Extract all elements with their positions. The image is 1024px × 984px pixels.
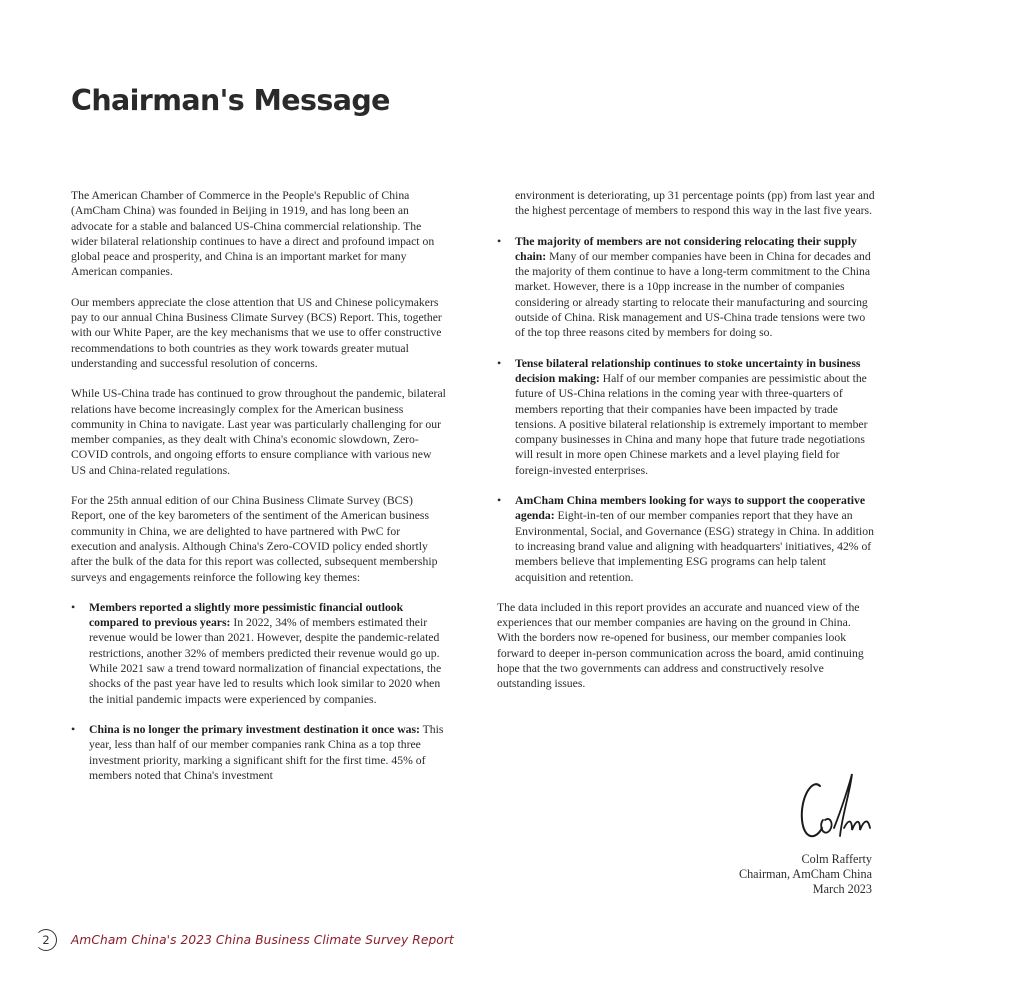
page-title: Chairman's Message (71, 84, 390, 117)
theme-heading: AmCham China members looking for ways to support the cooperative agenda: (515, 494, 866, 523)
signature-block (739, 852, 872, 898)
theme-supply-chain (497, 234, 875, 341)
theme-body: Many of our member companies have been in China for decades and the majority of them continue to have a long-term commitment to the China market. However, there is a 10pp increase in the number of companies considering or already starting to relocate their manufacturing and sourcing outside of China. Risk management and US-China trade tensions were two of the top three reasons cited by members for doing so. (515, 249, 871, 340)
theme-financial-outlook (71, 600, 447, 707)
signature-date: March 2023 (812, 882, 872, 897)
theme-body: This year, less than half of our member companies rank China as a top three investment priority, marking a significant shift for the first time. 45% of members noted that China's investment (89, 722, 444, 782)
theme-investment-destination (71, 722, 447, 783)
theme-heading: China is no longer the primary investment destination it once was: (89, 722, 420, 736)
page-number-badge (35, 929, 57, 951)
theme-body: Eight-in-ten of our member companies report that they have an Environmental, Social, and Governance (ESG) strategy in China. In addition to increasing brand value and aligning with headquarters' initiatives, 42% of members believe that implementing ESG programs can help talent acquisition and retention. (515, 509, 874, 584)
paragraph-intro: The American Chamber of Commerce in the People's Republic of China (AmCham China) was founded in Beijing in 1919, and has long been an advocate for a stable and balanced US-China commercial relationship. The wider bilateral relationship continues to have a direct and profound impact on global peace and prosperity, and China is an important market for many American companies. (71, 189, 435, 279)
page-footer (35, 928, 454, 952)
right-column (497, 188, 875, 707)
signer-position: Chairman, AmCham China (738, 867, 872, 882)
theme-heading: The majority of members are not considering relocating their supply chain: (515, 234, 857, 263)
theme-cooperative-agenda (497, 493, 875, 585)
theme-body: In 2022, 34% of members estimated their revenue would be lower than 2021. However, despite the pandemic-related restrictions, another 32% of members predicted their revenue would go up. While 2021 saw a trend toward normalization of financial expectations, the shocks of the past year have led to results which look similar to 2020 when the initial pandemic impacts were experienced by companies. (89, 616, 442, 706)
key-themes-list (71, 600, 447, 783)
theme-heading: Members reported a slightly more pessimistic financial outlook compared to previous years: (89, 600, 404, 630)
paragraph-survey: For the 25th annual edition of our China Business Climate Survey (BCS) Report, one of the key barometers of the sentiment of the American business community in China, we are delighted to have partnered with PwC for execution and analysis. Although China's Zero-COVID policy ended shortly after the bulk of the data for this report was collected, subsequent membership surveys and engagements reinforce the following key themes: (71, 494, 438, 584)
theme-bilateral-relationship (497, 356, 875, 478)
paragraph-trade: While US-China trade has continued to grow throughout the pandemic, bilateral relations have become increasingly complex for the American business community in China to navigate. Last year was particularly challenging for our member companies, as they dealt with China's economic slowdown, Zero-COVID controls, and ongoing efforts to ensure compliance with various new US and China-related regulations. (71, 387, 446, 477)
left-column (71, 188, 447, 798)
handwritten-signature (790, 768, 890, 848)
report-title: AmCham China's 2023 China Business Climate Survey Report (71, 933, 454, 947)
bullet-continuation: environment is deteriorating, up 31 percentage points (pp) from last year and the highest percentage of members to respond this way in the last five years. (515, 189, 875, 218)
paragraph-closing: The data included in this report provides an accurate and nuanced view of the experiences that our member companies are having on the ground in China. With the borders now re-opened for business, our member companies look forward to deeper in-person communication across the board, amid continuing hope that the two governments can address and constructively resolve outstanding issues. (497, 600, 864, 691)
page-number: 2 (42, 933, 50, 947)
signer-name: Colm Rafferty (801, 852, 872, 866)
theme-body: Half of our member companies are pessimistic about the future of US-China relations in the coming year with three-quarters of members reporting that their companies have been impacted by trade tensions. A positive bilateral relationship is extremely important to member company businesses in China and many hope that future trade negotiations will result in more open Chinese markets and a level playing field for foreign-invested enterprises. (515, 371, 868, 477)
paragraph-policymakers: Our members appreciate the close attention that US and Chinese policymakers pay to our annual China Business Climate Survey (BCS) Report. This, together with our White Paper, are the key mechanisms that we use to offer constructive recommendations to both countries as they work towards greater mutual understanding and successful resolution of concerns. (71, 295, 442, 370)
key-themes-list-continued (497, 234, 875, 585)
theme-heading: Tense bilateral relationship continues to stoke uncertainty in business decision making: (515, 356, 861, 385)
